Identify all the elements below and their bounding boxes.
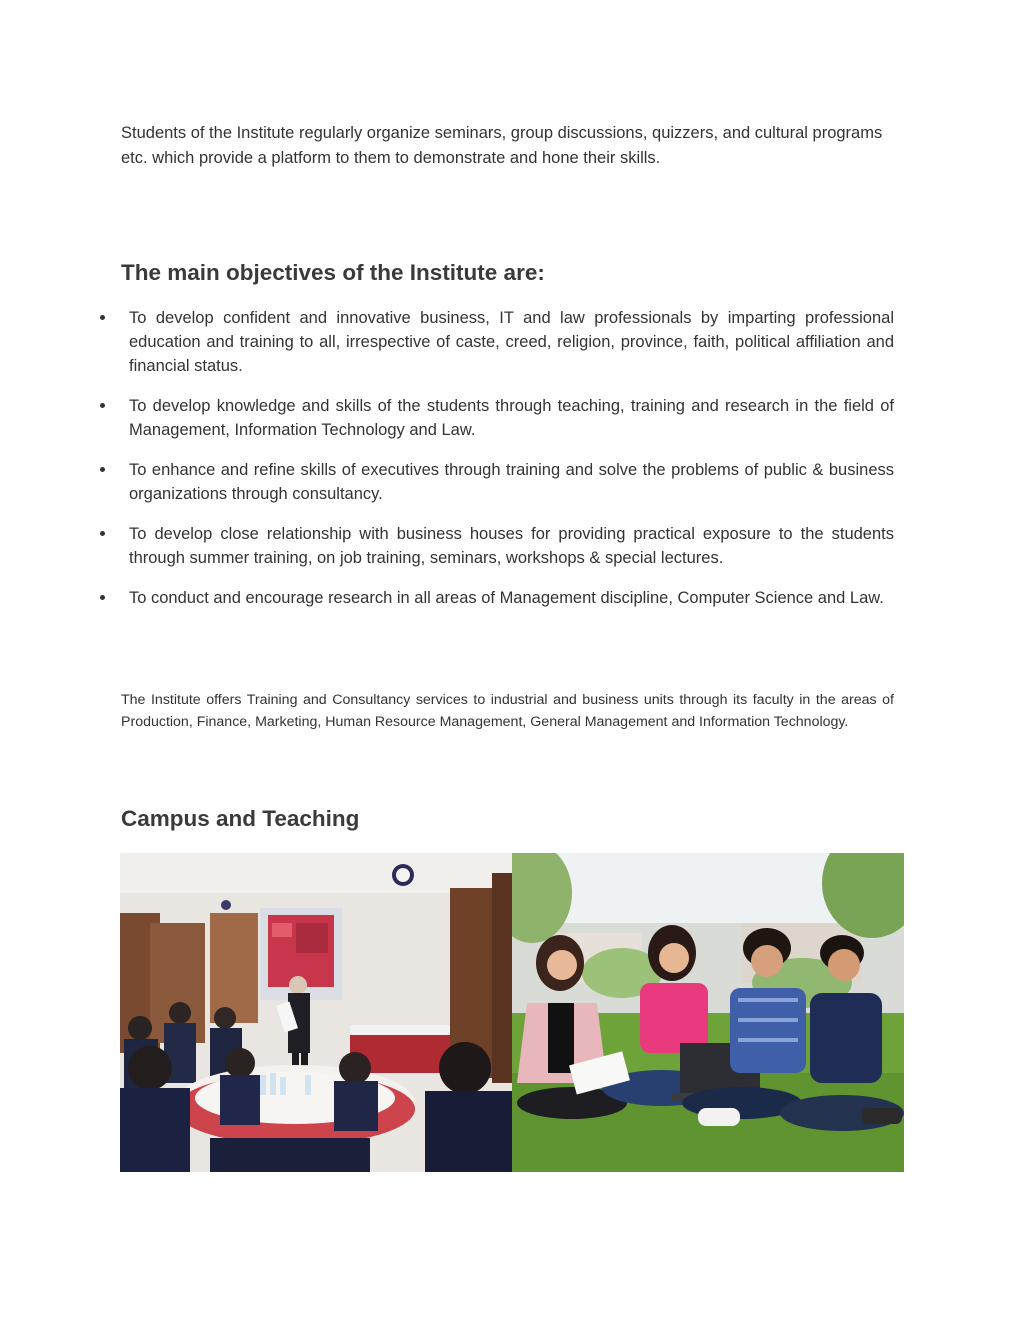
objective-text: To develop close relationship with business houses for providing practical exposure to the students through summer training, on job training, seminars, workshops & special lectures. [129,524,894,568]
list-item [100,586,894,610]
students-outdoor-photo [512,853,904,1172]
objectives-heading: The main objectives of the Institute are: [121,260,545,285]
objective-text: To enhance and refine skills of executives through training and solve the problems of public & business organizations through consultancy. [129,461,894,504]
objective-text: To conduct and encourage research in all areas of Management discipline, Computer Science and Law. [129,588,884,607]
list-item [100,394,894,442]
list-item [100,458,894,506]
bullet-icon [100,467,105,472]
bullet-icon [100,403,105,408]
campus-heading: Campus and Teaching [121,806,360,831]
bullet-icon [100,315,105,320]
objective-text: To develop knowledge and skills of the students through teaching, training and research in the field of Management, Information Technology and Law. [129,397,894,440]
objectives-list [100,306,894,626]
list-item [100,522,894,570]
bullet-icon [100,531,105,536]
consultancy-paragraph: The Institute offers Training and Consultancy services to industrial and business units through its faculty in the areas of Production, Finance, Marketing, Human Resource Management, General Management and Information Technology. [121,692,894,730]
objective-text: To develop confident and innovative business, IT and law professionals by imparting professional education and training to all, irrespective of caste, creed, religion, province, faith, political affiliation and financial status. [129,309,894,376]
seminar-photo [120,853,512,1172]
intro-paragraph: Students of the Institute regularly organize seminars, group discussions, quizzers, and cultural programs etc. which provide a platform to them to demonstrate and hone their skills. [121,124,883,167]
list-item [100,306,894,379]
bullet-icon [100,595,105,600]
